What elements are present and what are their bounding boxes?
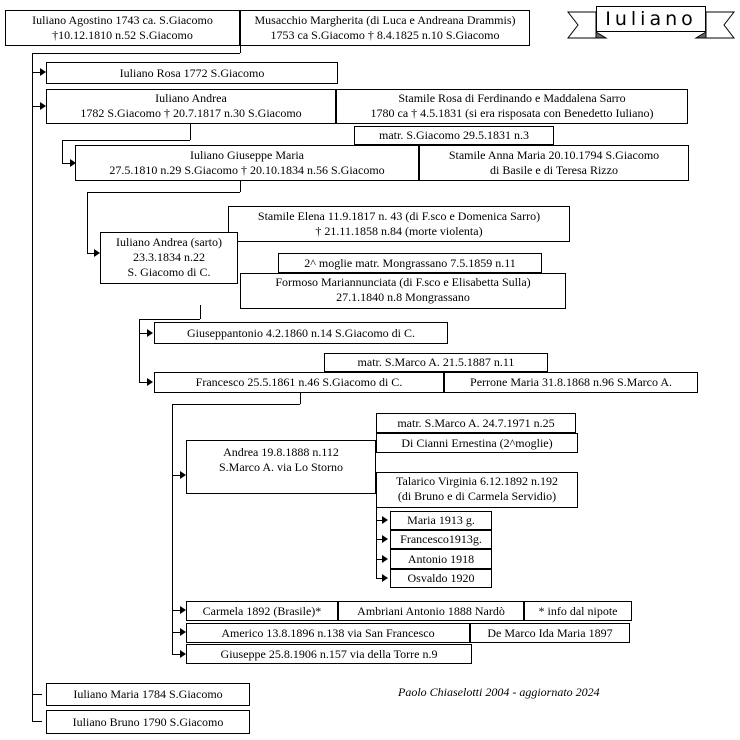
arrow-head [147, 329, 153, 337]
person-line: 23.3.1834 n.22 [133, 250, 205, 264]
family-title: Iuliano [596, 6, 706, 32]
person-box-perrone[interactable] [444, 372, 698, 393]
note-text: * info dal nipote [538, 604, 618, 618]
marriage-text: 2^ moglie matr. Mongrassano 7.5.1859 n.11 [304, 256, 516, 270]
person-line: 27.1.1840 n.8 Mongrassano [336, 290, 470, 304]
person-line: 1780 ca † 4.5.1831 (si era risposata con Benedetto Iuliano) [370, 106, 654, 120]
person-line: Ambriani Antonio 1888 Nardò [357, 604, 505, 618]
person-line: Di Cianni Ernestina (2^moglie) [401, 436, 553, 450]
title-banner [566, 2, 736, 42]
author-credit: Paolo Chiaselotti 2004 - aggiornato 2024 [398, 685, 600, 699]
arrow-head [382, 574, 388, 582]
person-line: S.Marco A. via Lo Storno [219, 460, 343, 474]
person-box-mariannunciata[interactable] [240, 273, 566, 309]
person-box-andrea-1888[interactable] [186, 440, 376, 494]
person-box-margherita[interactable] [240, 10, 530, 46]
note-box[interactable] [524, 601, 632, 621]
person-line: Stamile Anna Maria 20.10.1794 S.Giacomo [448, 148, 660, 162]
person-line: †10.12.1810 n.52 S.Giacomo [52, 28, 193, 42]
person-line: Perrone Maria 31.8.1868 n.96 S.Marco A. [470, 375, 672, 389]
person-box-americo[interactable] [186, 623, 470, 643]
person-line: Talarico Virginia 6.12.1892 n.192 [396, 474, 558, 488]
person-box-stamile-rosa[interactable] [336, 89, 688, 124]
person-line: Maria 1913 g. [407, 513, 475, 527]
person-box-rosa[interactable] [46, 62, 338, 84]
person-line: Iuliano Andrea [155, 91, 227, 105]
marriage-box[interactable] [324, 353, 548, 372]
person-box-bruno-1790[interactable] [46, 710, 250, 734]
person-line: Iuliano Agostino 1743 ca. S.Giacomo [32, 13, 213, 27]
person-box-carmela[interactable] [186, 601, 338, 621]
person-box-giuseppe-maria[interactable] [75, 145, 419, 181]
person-line: Formoso Mariannunciata (di F.sco e Elisabetta Sulla) [275, 275, 531, 289]
person-line: Giuseppe 25.8.1906 n.157 via della Torre n.9 [220, 647, 438, 661]
person-box-anna-maria[interactable] [419, 145, 689, 181]
person-line: Stamile Rosa di Ferdinando e Maddalena Sarro [398, 91, 626, 105]
person-box-demarco[interactable] [470, 623, 630, 643]
person-line: Iuliano Maria 1784 S.Giacomo [73, 687, 223, 701]
person-line: Andrea 19.8.1888 n.112 [223, 445, 339, 459]
person-line: S. Giacomo di C. [127, 265, 211, 279]
person-box-andrea-sarto[interactable] [100, 232, 238, 284]
arrow-head [147, 378, 153, 386]
arrow-head [382, 535, 388, 543]
person-line: De Marco Ida Maria 1897 [487, 626, 613, 640]
person-line: Francesco1913g. [400, 532, 482, 546]
person-box-antonio-1918[interactable] [390, 549, 492, 569]
person-line: 27.5.1810 n.29 S.Giacomo † 20.10.1834 n.56 S.Giacomo [109, 163, 385, 177]
person-box-agostino[interactable] [5, 10, 240, 46]
person-line: Antonio 1918 [407, 552, 475, 566]
person-box-andrea[interactable] [46, 89, 336, 124]
person-line: Francesco 25.5.1861 n.46 S.Giacomo di C. [195, 375, 403, 389]
person-box-maria-1784[interactable] [46, 683, 250, 706]
person-box-ernestina[interactable] [376, 433, 578, 453]
person-box-ambriani[interactable] [338, 601, 524, 621]
marriage-text: matr. S.Marco A. 24.7.1971 n.25 [397, 416, 555, 430]
person-line: Iuliano Giuseppe Maria [190, 148, 304, 162]
person-line: Stamile Elena 11.9.1817 n. 43 (di F.sco e Domenica Sarro) [257, 209, 541, 223]
person-box-osvaldo-1920[interactable] [390, 569, 492, 588]
person-line: Osvaldo 1920 [407, 571, 475, 585]
person-line: Iuliano Rosa 1772 S.Giacomo [119, 66, 265, 80]
arrow-head [382, 555, 388, 563]
marriage-box[interactable] [354, 126, 554, 145]
person-box-giuseppantonio[interactable] [154, 322, 448, 344]
marriage-box[interactable] [278, 253, 542, 273]
person-line: Iuliano Bruno 1790 S.Giacomo [72, 715, 224, 729]
person-box-elena[interactable] [228, 206, 570, 242]
person-line: † 21.11.1858 n.84 (morte violenta) [315, 224, 483, 238]
person-line: 1753 ca S.Giacomo † 8.4.1825 n.10 S.Giacomo [270, 28, 500, 42]
person-line: di Basile e di Teresa Rizzo [490, 163, 618, 177]
person-box-maria-1913[interactable] [390, 511, 492, 530]
person-line: Giuseppantonio 4.2.1860 n.14 S.Giacomo di C. [187, 326, 415, 340]
marriage-box[interactable] [376, 413, 576, 433]
person-box-virginia[interactable] [376, 472, 578, 508]
marriage-text: matr. S.Giacomo 29.5.1831 n.3 [379, 128, 529, 142]
arrow-head [382, 516, 388, 524]
person-line: Musacchio Margherita (di Luca e Andreana Drammis) [254, 13, 516, 27]
person-line: Iuliano Andrea (sarto) [116, 235, 222, 249]
person-box-francesco-1913[interactable] [390, 530, 492, 549]
person-box-francesco[interactable] [154, 372, 444, 393]
person-box-giuseppe-1906[interactable] [186, 644, 472, 664]
person-line: (di Bruno e di Carmela Servidio) [397, 489, 557, 503]
marriage-text: matr. S.Marco A. 21.5.1887 n.11 [357, 355, 515, 369]
person-line: 1782 S.Giacomo † 20.7.1817 n.30 S.Giacomo [80, 106, 302, 120]
person-line: Carmela 1892 (Brasile)* [202, 604, 322, 618]
person-line: Americo 13.8.1896 n.138 via San Francesco [221, 626, 435, 640]
